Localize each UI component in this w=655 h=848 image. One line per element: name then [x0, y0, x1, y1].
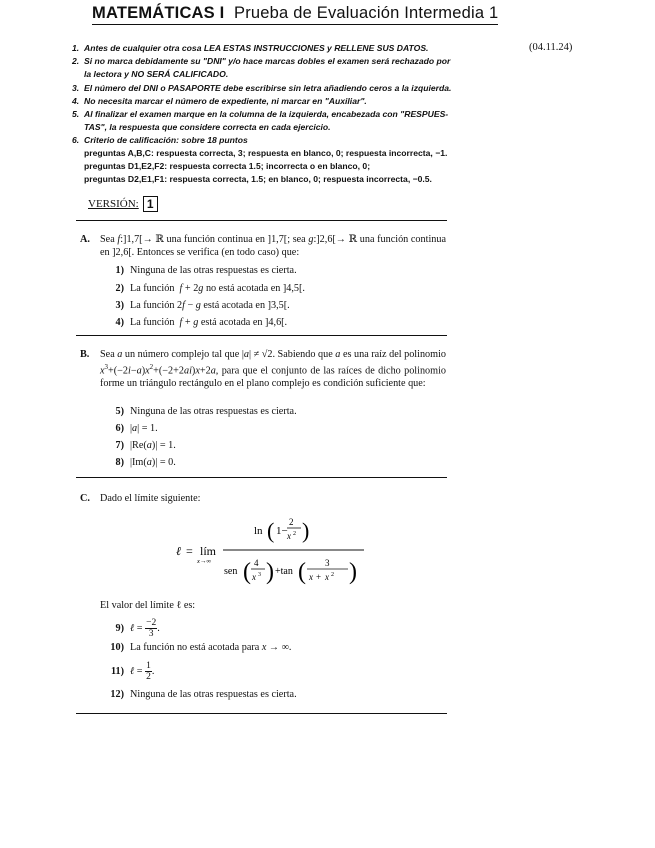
- version-number-box: 1: [143, 196, 158, 212]
- question-statement: Sea f:]1,7[→ ℝ una función continua en ]1,7[; sea g:]2,6[→ ℝ una función continua en ]2,6[. Entonces se verifica (en todo caso) que:: [100, 234, 446, 258]
- instructions-list: [72, 42, 452, 148]
- svg-text:4: 4: [254, 558, 259, 568]
- svg-text:(: (: [243, 559, 251, 585]
- criteria-line: preguntas A,B,C: respuesta correcta, 3; respuesta en blanco, 0; respuesta incorrecta, −1.: [84, 148, 448, 158]
- svg-text:x: x: [309, 572, 313, 582]
- instruction-item: 3. El número del DNI o PASAPORTE debe escribirse sin letra añadiendo ceros a la izquierda.: [72, 82, 452, 93]
- limit-formula: [176, 510, 366, 590]
- svg-text:): ): [266, 559, 274, 585]
- option-item[interactable]: 5) Ninguna de las otras respuestas es cierta.: [115, 406, 297, 417]
- option-item[interactable]: 9) ℓ = −2 3 .: [115, 617, 160, 639]
- criteria-line: preguntas D2,E1,F1: respuesta correcta, 1.5; en blanco, 0; respuesta incorrecta, −0.5.: [84, 174, 432, 184]
- svg-text:x: x: [252, 572, 256, 582]
- question-label: B.: [80, 349, 90, 360]
- option-item[interactable]: 4) La función f + g está acotada en ]4,6[.: [115, 317, 288, 328]
- svg-text:(: (: [298, 559, 306, 585]
- svg-text:3: 3: [258, 572, 261, 578]
- svg-text:ln: ln: [254, 525, 263, 537]
- svg-text:2: 2: [289, 517, 294, 527]
- svg-text:lím: lím: [200, 544, 217, 558]
- svg-text:+tan: +tan: [275, 566, 293, 577]
- option-item[interactable]: 11) ℓ = 1 2 .: [110, 660, 155, 682]
- svg-text:x: x: [287, 531, 291, 541]
- option-item[interactable]: 10) La función no está acotada para x → ∞.: [110, 642, 292, 653]
- svg-text:sen: sen: [224, 566, 238, 577]
- title-exam: Prueba de Evaluación Intermedia 1: [234, 4, 499, 22]
- question-label: C.: [80, 493, 90, 504]
- question-intro: Dado el límite siguiente:: [100, 493, 201, 504]
- svg-text:+: +: [316, 572, 322, 582]
- version-field: [88, 196, 158, 212]
- option-item[interactable]: 12) Ninguna de las otras respuestas es cierta.: [110, 689, 297, 700]
- option-item[interactable]: 2) La función f + 2g no está acotada en ]4,5[.: [115, 283, 305, 294]
- instruction-item: 5. Al finalizar el examen marque en la columna de la izquierda, encabezada con "RESPUES-TAS", la respuesta que considere correcta en cada ejercicio.: [72, 109, 449, 133]
- page-title: [92, 4, 498, 25]
- svg-text:x→∞: x→∞: [197, 558, 212, 565]
- svg-text:): ): [302, 518, 310, 543]
- divider: [76, 220, 447, 221]
- option-item[interactable]: 8) |Im(a)| = 0.: [115, 457, 176, 468]
- instruction-item: 6. Criterio de calificación: sobre 18 puntos: [72, 135, 248, 146]
- instruction-item: 1. Antes de cualquier otra cosa LEA ESTAS INSTRUCCIONES y RELLENE SUS DATOS.: [72, 43, 429, 53]
- svg-text:1−: 1−: [276, 525, 288, 537]
- version-label: VERSIÓN:: [88, 198, 139, 210]
- title-course: MATEMÁTICAS I: [92, 4, 225, 22]
- criteria-line: preguntas D1,E2,F2: respuesta correcta 1.5; incorrecta o en blanco, 0;: [84, 161, 371, 171]
- exam-date: (04.11.24): [529, 42, 573, 53]
- svg-text:(: (: [267, 518, 275, 543]
- option-item[interactable]: 1) Ninguna de las otras respuestas es cierta.: [115, 265, 297, 276]
- divider: [76, 713, 447, 714]
- option-item[interactable]: 3) La función 2f − g está acotada en ]3,5[.: [115, 300, 290, 311]
- question-statement: Sea a un número complejo tal que |a| ≠ √2. Sabiendo que a es una raíz del polinomio $x^3+(-2i-a)x^2+(-2+2ai)x+2a$, para que el conjunto de las raíces de dicho polinomio forme un triángulo rectángulo en el plano complejo es condición suficiente que:: [100, 349, 446, 390]
- svg-text:): ): [349, 559, 357, 585]
- instruction-item: 4. No necesita marcar el número de expediente, ni marcar en "Auxiliar".: [72, 95, 367, 106]
- divider: [76, 335, 447, 336]
- option-item[interactable]: 6) |a| = 1.: [115, 423, 158, 434]
- svg-text:ℓ: ℓ: [176, 544, 181, 558]
- svg-text:2: 2: [293, 531, 296, 537]
- svg-text:x: x: [325, 572, 329, 582]
- svg-text:=: =: [186, 544, 193, 558]
- question-label: A.: [80, 234, 90, 245]
- option-item[interactable]: 7) |Re(a)| = 1.: [115, 440, 176, 451]
- instruction-item: 2. Si no marca debidamente su "DNI" y/o hace marcas dobles el examen será rechazado por la lectora y NO SERÁ CALIFICADO.: [72, 56, 451, 80]
- svg-text:2: 2: [331, 572, 334, 578]
- divider: [76, 477, 447, 478]
- svg-text:3: 3: [325, 558, 330, 568]
